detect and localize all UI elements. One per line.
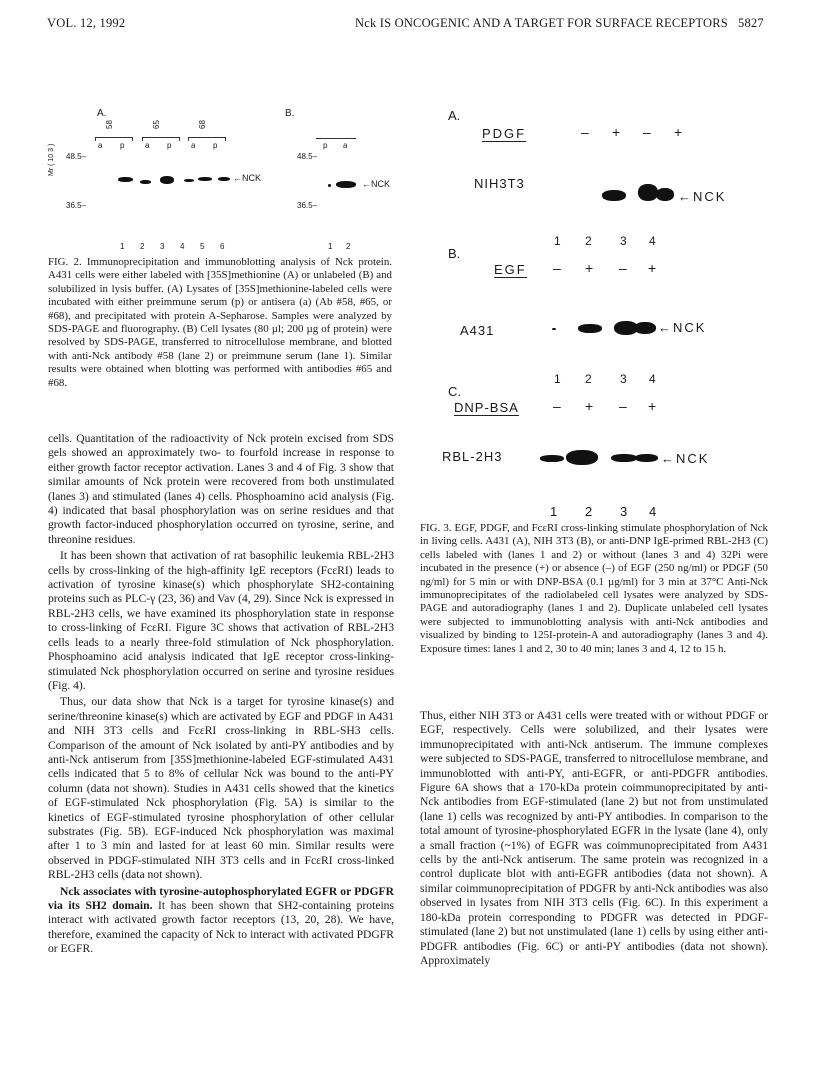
fig3c-band-lane4: [635, 454, 658, 462]
fig3-lane-number: 3: [620, 234, 627, 248]
body-paragraph: Thus, either NIH 3T3 or A431 cells were treated with or without PDGF or EGF, respectively. Cells were solubilized, and their lysates were immunoprecipitated with anti-Nck antiserum. The immune complexes were subjected to SDS-PAGE, transferred to nitrocellulose membrane, and immunoblotted with anti-PY, anti-EGFR, or anti-PDGFR antibodies. Figure 6A shows that a 170-kDa protein coimmunoprecipitated by anti-Nck antibodies from EGF-stimulated (lane 2) but not from unstimulated (lane 1) cells was recognized by anti-PY antibodies. In comparison to the total amount of tyrosine-phosphorylated EGFR in the lysate (lane 4), only a small fraction (~1%) of EGFR was coimmunoprecipitated from A431 cells by the anti-Nck antiserum. The same protein was recognized in a control duplicate blot with anti-EGFR antibodies (data not shown). A similar coimmunoprecipitation of PDGFR by anti-Nck antibodies was also observed in lysates from NIH 3T3 cells (Fig. 6C). In this experiment a 180-kDa protein corresponding to PDGFR was detected in PDGF-stimulated (lane 2) but not unstimulated (lane 1) cells by using either anti-PDGFR antibodies (Fig. 6C) or anti-PY antibodies (data not shown). Approximately: [420, 709, 768, 967]
fig2-band-lane5: [198, 177, 212, 181]
fig3-panel-b-label: B.: [448, 246, 461, 261]
running-header-volume: VOL. 12, 1992: [47, 16, 126, 30]
fig2-antibody-65: 65: [151, 120, 161, 129]
figure-3-caption: [420, 522, 768, 656]
fig2-lane-type: p: [167, 141, 172, 150]
fig3c-nck-arrow: ←NCK: [661, 451, 710, 466]
fig2-lane-number: 5: [200, 242, 205, 251]
fig3-sign: +: [674, 124, 683, 140]
fig3-panel-c-label: C.: [448, 384, 461, 399]
fig3-lane-number: 4: [649, 504, 657, 519]
fig2b-lane-number: 1: [328, 242, 333, 251]
running-header-title: Nck IS ONCOGENIC AND A TARGET FOR SURFACE RECEPTORS: [355, 16, 728, 30]
fig3-sign: +: [648, 398, 657, 414]
fig3c-band-lane1: [540, 455, 564, 462]
body-paragraph: cells. Quantitation of the radioactivity of Nck protein excised from SDS gels showed an approximately two- to fourfold increase in response to either growth factor receptor activation. Lanes 3 and 4 of Fig. 3 show that similar amounts of Nck protein were recovered from both unstimulated (lanes 3) and stimulated (lanes 4) cells. Phosphoamino acid analysis (Fig. 4) indicated that basal phosphorylation was on serine residues and that growth factor-induced phosphorylation occurred on tyrosine, serine, and threonine residues.: [48, 432, 394, 546]
body-paragraph-section: [48, 885, 394, 957]
fig2-lane-number: 6: [220, 242, 225, 251]
figure-3-caption-text: FIG. 3. EGF, PDGF, and FcεRI cross-linking stimulate phosphorylation of Nck in living cells. A431 (A), NIH 3T3 (B), or anti-DNP IgE-primed RBL-2H3 (C) cells labeled with (lanes 1 and 2) or without (lanes 3 and 4) 32Pi were incubated in the presence (+) or absence (–) of EGF (250 ng/ml) or PDGF (50 ng/ml) for 5 min or with DNP-BSA (0.1 µg/ml) for 3 min at 37°C Anti-Nck immunoprecipitates of the radiolabeled cell lysates were analyzed by SDS-PAGE and autoradiography (lanes 1 and 2). Duplicate unlabeled cell lysates were subjected to immunoblotting analysis with anti-Nck antibodies and visualized by binding to 125I-protein-A and autoradiography (lanes 3 and 4). Exposure times: lanes 1 and 2, 30 to 40 min; lanes 3 and 4, 12 to 15 h.: [420, 522, 768, 655]
fig2-antibody-58: 58: [104, 120, 114, 129]
fig3-dnp-bsa-label: DNP-BSA: [454, 400, 519, 415]
fig2-antibody-68: 68: [197, 120, 207, 129]
fig2-band-lane2: [140, 180, 151, 184]
fig2-b-lane-type: p: [323, 141, 328, 150]
figure-2-caption-text: FIG. 2. Immunoprecipitation and immunoblotting analysis of Nck protein. A431 cells were either labeled with [35S]methionine (A) or unlabeled (B) and solubilized in lysis buffer. (A) Lysates of [35S]methionine-labeled cells were incubated with either preimmune serum (p) or antisera (a) (Ab #58, #65, or #68), and precipitated with protein A-Sepharose. Samples were analyzed by SDS-PAGE and fluorography. (B) Cell lysates (80 µl; 200 µg of protein) were resolved by SDS-PAGE, transferred to nitrocellulose membrane, and blotted with anti-Nck antibody #58 (lane 2) or preimmune serum (lane 1). Similar results were obtained when blotting was performed with antibodies #65 and #68.: [48, 256, 392, 389]
fig3b-band-lane1: [552, 328, 556, 330]
fig2b-mw-48: 48.5–: [297, 152, 318, 161]
fig3-lane-number: 1: [550, 504, 558, 519]
fig2b-mw-36: 36.5–: [297, 201, 318, 210]
fig3a-nck-arrow: ←NCK: [678, 189, 727, 204]
fig3-lane-number: 2: [585, 234, 592, 248]
fig3b-band-lane4: [634, 322, 656, 334]
fig2-mw-48: 48.5–: [66, 152, 87, 161]
fig3-lane-number: 2: [585, 372, 592, 386]
body-paragraph: It has been shown that activation of rat basophilic leukemia RBL-2H3 cells by cross-linking of the high-affinity IgE receptors (FcεRI) leads to activation of tyrosine kinase(s) which phosphorylate SH2-containing proteins such as PLC-γ (23, 36) and Vav (4, 29). Since Nck is expressed in RBL-2H3 cells, we have examined its phosphorylation state in response to cross-linking of FcεRI. Figure 3C shows that activation of RBL-2H3 cells leads to a nearly three-fold stimulation of Nck phosphorylation. Phosphoamino acid analysis indicated that IgE receptor cross-linking-stimulated Nck phosphorylation occurred on serine and tyrosine residues (Fig. 4).: [48, 549, 394, 692]
figure-3-gels: [430, 96, 770, 519]
fig3-lane-number: 3: [620, 504, 628, 519]
fig3c-band-lane3: [611, 454, 637, 462]
fig3a-band-lane2: [602, 190, 626, 201]
right-column-body: [420, 709, 768, 968]
fig2-panel-a-label: A.: [97, 108, 107, 119]
fig3-sign: +: [585, 260, 594, 276]
fig2-lane-type: a: [98, 141, 103, 150]
fig2-lane-type: p: [213, 141, 218, 150]
fig2b-band-lane1: [328, 184, 331, 187]
fig3-sign: –: [581, 124, 589, 140]
page-number: 5827: [738, 16, 764, 30]
fig3-sign: –: [553, 260, 561, 276]
fig2b-nck-arrow: ←NCK: [362, 179, 391, 189]
fig3-a431-label: A431: [460, 323, 495, 338]
fig3-sign: +: [585, 398, 594, 414]
figure-2-gel: [40, 96, 410, 256]
fig3-sign: –: [643, 124, 651, 140]
fig2-lane-type: a: [145, 141, 150, 150]
fig2b-lane-number: 2: [346, 242, 351, 251]
fig2-panel-b-label: B.: [285, 108, 295, 119]
fig2-band-lane1: [118, 177, 133, 182]
fig2-mw-axis: Mr ( 10 3 ): [48, 143, 55, 176]
fig3-nih3t3-label: NIH3T3: [474, 176, 525, 191]
fig3-lane-number: 4: [649, 372, 656, 386]
fig2-b-lane-type: a: [343, 141, 348, 150]
left-column-body: [48, 432, 394, 957]
body-paragraph: Thus, our data show that Nck is a target for tyrosine kinase(s) and serine/threonine kinase(s) which are activated by EGF and PDGF in A431 and NIH 3T3 cells and FcεRI cross-linking in RBL-SH3 cells. Comparison of the amount of Nck isolated by anti-PY antibodies and by anti-Nck antiserum from [35S]methionine-labeled EGF-stimulated A431 cells indicated that 5 to 8% of cellular Nck was bound to the anti-PY column (data not shown). Studies in A431 cells showed that the kinetics of EGF-stimulated Nck phosphorylation (Fig. 5A) is similar to the kinetics of EGF-stimulated tyrosine phosphorylation of other cellular substrates (Fig. 5B). EGF-induced Nck phosphorylation was maximal after 1 to 3 min and lasted for at least 60 min. Similar results were observed in PDGF-stimulated NIH 3T3 cells and in FcεRI cross-linked RBL-2H3 cells (data not shown).: [48, 695, 394, 882]
fig3b-nck-arrow: ←NCK: [658, 320, 707, 335]
fig2-lane-number: 4: [180, 242, 185, 251]
fig3a-band-lane3: [638, 184, 658, 201]
fig3-lane-number: 4: [649, 234, 656, 248]
fig3-sign: –: [619, 398, 627, 414]
fig3-lane-number: 1: [554, 234, 561, 248]
fig3-sign: –: [619, 260, 627, 276]
fig2-band-lane4: [184, 179, 194, 182]
fig3-lane-number: 3: [620, 372, 627, 386]
fig3b-band-lane2: [578, 324, 602, 333]
fig3a-band-lane4: [656, 188, 674, 201]
fig2-lane-number: 1: [120, 242, 125, 251]
fig2-lane-number: 3: [160, 242, 165, 251]
fig2-band-lane3: [160, 176, 174, 184]
fig3-sign: +: [612, 124, 621, 140]
fig2-b-bracket: [316, 138, 356, 139]
fig2-nck-arrow: ←NCK: [233, 173, 262, 183]
fig3c-band-lane2: [566, 450, 598, 465]
fig2-lane-number: 2: [140, 242, 145, 251]
fig3-rbl-label: RBL-2H3: [442, 449, 503, 464]
fig3-pdgf-label: PDGF: [482, 126, 527, 141]
fig2-mw-36: 36.5–: [66, 201, 87, 210]
fig3-sign: –: [553, 398, 561, 414]
fig2b-band-lane2: [336, 181, 356, 188]
fig3-egf-label: EGF: [494, 262, 527, 277]
section-body: It has been shown that SH2-containing proteins interact with activated growth factor receptors (13, 20, 28). We have, therefore, examined the capacity of Nck to interact with activated PDGFR or EGFR.: [48, 899, 394, 956]
fig3-lane-number: 1: [554, 372, 561, 386]
section-heading: Nck associates with tyrosine-autophosphorylated EGFR or PDGFR via its SH2 domain.: [48, 884, 394, 912]
fig2-lane-type: p: [120, 141, 125, 150]
fig3-sign: +: [648, 260, 657, 276]
fig3-lane-number: 2: [585, 504, 593, 519]
fig3-panel-a-label: A.: [448, 108, 461, 123]
fig2-band-lane6: [218, 177, 230, 181]
figure-2-caption: [48, 256, 392, 390]
fig2-lane-type: a: [191, 141, 196, 150]
